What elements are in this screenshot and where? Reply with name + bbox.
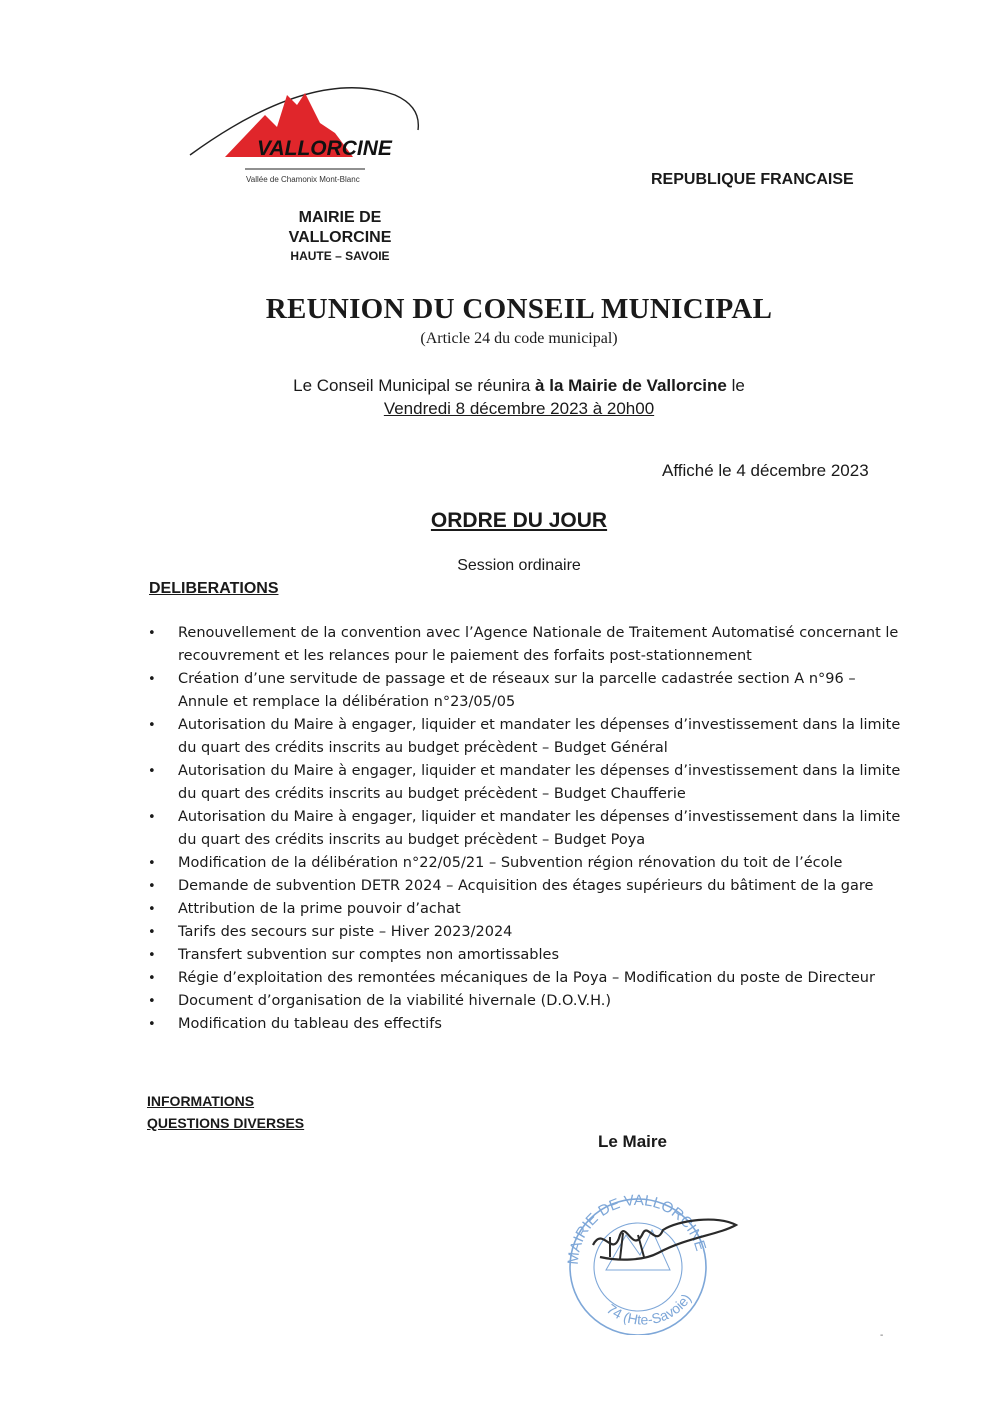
page-title: REUNION DU CONSEIL MUNICIPAL xyxy=(265,293,773,325)
convocation xyxy=(19,374,1000,420)
bullet-icon: • xyxy=(148,856,156,871)
convocation-place: à la Mairie de Vallorcine xyxy=(535,376,727,395)
mairie-block xyxy=(270,208,410,264)
list-item xyxy=(148,760,908,806)
convocation-date: Vendredi 8 décembre 2023 à 20h00 xyxy=(383,399,655,418)
convocation-line xyxy=(19,374,1000,397)
list-item xyxy=(148,875,908,898)
stamp-seal-icon xyxy=(548,1175,748,1335)
list-item-text: Renouvellement de la convention avec l’Agence Nationale de Traitement Automatisé concernant le recouvrement et les relances pour le paiement des forfaits post-stationnement xyxy=(178,625,899,664)
bullet-icon: • xyxy=(148,810,156,825)
list-item-text: Document d’organisation de la viabilité hivernale (D.O.V.H.) xyxy=(178,993,612,1009)
list-item xyxy=(148,1013,908,1036)
list-item-text: Attribution de la prime pouvoir d’achat xyxy=(178,901,461,917)
list-item-text: Modification du tableau des effectifs xyxy=(178,1016,442,1032)
affiche-date: Affiché le 4 décembre 2023 xyxy=(662,461,869,480)
list-item-text: Tarifs des secours sur piste – Hiver 2023/2024 xyxy=(178,924,513,940)
bullet-icon: • xyxy=(148,672,156,687)
list-item-text: Autorisation du Maire à engager, liquider et mandater les dépenses d’investissement dans la limite du quart des crédits inscrits au budget précèdent – Budget Poya xyxy=(178,809,901,848)
list-item xyxy=(148,944,908,967)
list-item xyxy=(148,898,908,921)
deliberations-list xyxy=(148,622,908,1036)
bullet-icon: • xyxy=(148,764,156,779)
mairie-line1: MAIRIE DE xyxy=(298,209,382,226)
list-item-text: Création d’une servitude de passage et de réseaux sur la parcelle cadastrée section A n°96 – Annule et remplace la délibération n°23/05/05 xyxy=(178,671,856,710)
republique-francaise: REPUBLIQUE FRANCAISE xyxy=(651,171,854,188)
convocation-prefix: Le Conseil Municipal se réunira xyxy=(293,376,536,395)
mairie-line2: VALLORCINE xyxy=(288,229,392,246)
page-subtitle: (Article 24 du code municipal) xyxy=(420,330,618,347)
list-item xyxy=(148,967,908,990)
list-item xyxy=(148,921,908,944)
list-item-text: Demande de subvention DETR 2024 – Acquisition des étages supérieurs du bâtiment de la gare xyxy=(178,878,874,894)
scan-mark: - xyxy=(880,1330,884,1341)
ordre-du-jour-heading: ORDRE DU JOUR xyxy=(430,509,608,532)
list-item xyxy=(148,806,908,852)
bullet-icon: • xyxy=(148,994,156,1009)
convocation-suffix: le xyxy=(726,376,745,395)
list-item xyxy=(148,852,908,875)
official-stamp xyxy=(548,1175,748,1335)
list-item xyxy=(148,622,908,668)
list-item-text: Régie d’exploitation des remontées mécaniques de la Poya – Modification du poste de Directeur xyxy=(178,970,875,986)
list-item xyxy=(148,668,908,714)
bullet-icon: • xyxy=(148,879,156,894)
informations-heading: INFORMATIONS xyxy=(147,1093,255,1109)
bullet-icon: • xyxy=(148,948,156,963)
list-item-text: Modification de la délibération n°22/05/21 – Subvention région rénovation du toit de l’école xyxy=(178,855,843,871)
bullet-icon: • xyxy=(148,1017,156,1032)
bullet-icon: • xyxy=(148,902,156,917)
deliberations-heading: DELIBERATIONS xyxy=(149,580,279,597)
footer-headings xyxy=(147,1090,304,1134)
list-item-text: Transfert subvention sur comptes non amortissables xyxy=(178,947,560,963)
stamp-text-bottom: 74 (Hte-Savoie) xyxy=(603,1290,695,1328)
bullet-icon: • xyxy=(148,925,156,940)
bullet-icon: • xyxy=(148,626,156,641)
list-item xyxy=(148,990,908,1013)
stamp-text-top: MAIRIE DE VALLORCINE xyxy=(564,1191,710,1266)
bullet-icon: • xyxy=(148,718,156,733)
session-label: Session ordinaire xyxy=(457,557,581,574)
logo-text: VALLORCINE xyxy=(257,137,392,160)
bullet-icon: • xyxy=(148,971,156,986)
logo-tagline: Vallée de Chamonix Mont-Blanc xyxy=(246,175,360,184)
list-item-text: Autorisation du Maire à engager, liquider et mandater les dépenses d’investissement dans la limite du quart des crédits inscrits au budget précèdent – Budget Général xyxy=(178,717,901,756)
mairie-line3: HAUTE – SAVOIE xyxy=(290,249,390,263)
list-item-text: Autorisation du Maire à engager, liquider et mandater les dépenses d’investissement dans la limite du quart des crédits inscrits au budget précèdent – Budget Chaufferie xyxy=(178,763,901,802)
list-item xyxy=(148,714,908,760)
questions-diverses-heading: QUESTIONS DIVERSES xyxy=(147,1115,305,1131)
signature-label: Le Maire xyxy=(598,1132,667,1151)
